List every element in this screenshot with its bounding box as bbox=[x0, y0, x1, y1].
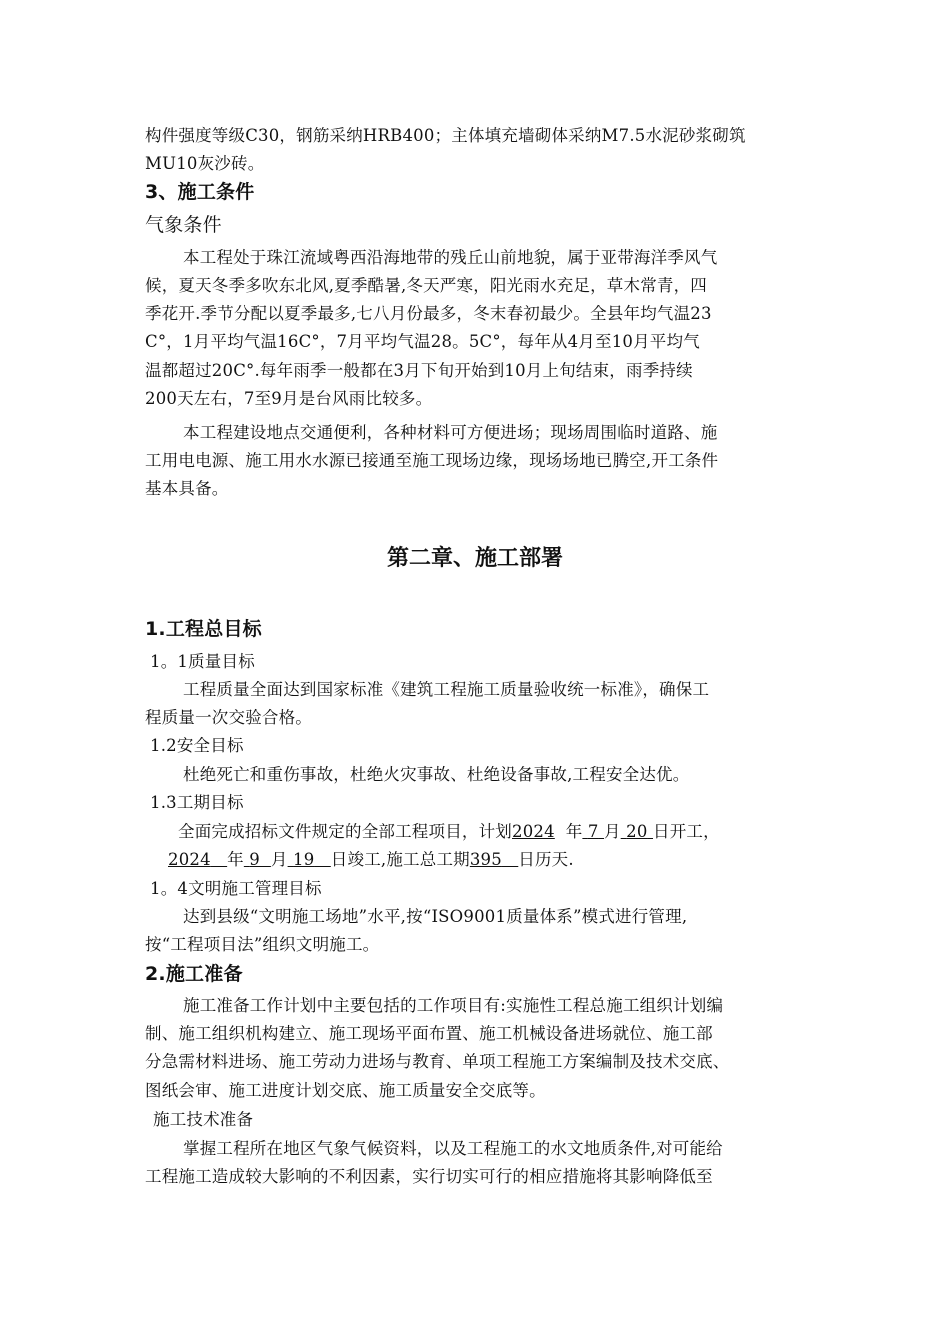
text-segment: 日竣工,施工总工期 bbox=[330, 850, 470, 869]
subsection-title: 1。4文明施工管理目标 bbox=[150, 879, 322, 898]
text-segment: 年 bbox=[565, 822, 583, 841]
text-line: 候，夏天冬季多吹东北风,夏季酷暑,冬天严寒，阳光雨水充足，草木常青，四 bbox=[145, 276, 707, 295]
total-days: 395 bbox=[469, 850, 502, 869]
subsection-title: 气象条件 bbox=[145, 214, 222, 236]
subsection-title: 1。1质量目标 bbox=[150, 652, 255, 671]
end-day: 19 bbox=[293, 850, 315, 869]
text-line: 程质量一次交验合格。 bbox=[145, 708, 312, 727]
text-segment: 日开工， bbox=[653, 822, 720, 841]
text-line: C°，1月平均气温16C°，7月平均气温28。5C°，每年从4月至10月平均气 bbox=[145, 332, 700, 351]
text-segment: 日历天. bbox=[518, 850, 574, 869]
subsection-title: 施工技术准备 bbox=[153, 1110, 254, 1129]
section-heading: 2.施工准备 bbox=[145, 963, 243, 985]
subsection-title: 1.2安全目标 bbox=[150, 736, 244, 755]
text-line: 200天左右，7至9月是台风雨比较多。 bbox=[145, 389, 433, 408]
text-line: 温都超过20C°.每年雨季一般都在3月下旬开始到10月上旬结束，雨季持续 bbox=[145, 361, 693, 380]
subsection-title: 1.3工期目标 bbox=[150, 793, 244, 812]
text-line: 工用电电源、施工用水水源已接通至施工现场边缘，现场场地已腾空,开工条件 bbox=[145, 451, 719, 470]
end-month: 9 bbox=[249, 850, 260, 869]
schedule-line bbox=[178, 820, 720, 844]
text-line: 制、施工组织机构建立、施工现场平面布置、施工机械设备进场就位、施工部 bbox=[145, 1024, 713, 1043]
section-heading: 3、施工条件 bbox=[145, 181, 255, 203]
chapter-title: 第二章、施工部署 bbox=[386, 546, 563, 571]
end-year: 2024 bbox=[168, 850, 211, 869]
text-line: 构件强度等级C30，钢筋采纳HRB400；主体填充墙砌体采纳M7.5水泥砂浆砌筑 bbox=[145, 126, 746, 145]
text-line: 本工程处于珠江流域粤西沿海地带的残丘山前地貌，属于亚带海洋季风气 bbox=[183, 248, 718, 267]
schedule-line bbox=[168, 848, 574, 872]
text-line: 季花开.季节分配以夏季最多,七八月份最多，冬末春初最少。全县年均气温23 bbox=[145, 304, 712, 323]
text-line: MU10灰沙砖。 bbox=[145, 154, 265, 173]
text-line: 施工准备工作计划中主要包括的工作项目有:实施性工程总施工组织计划编 bbox=[183, 996, 724, 1015]
text-line: 杜绝死亡和重伤事故，杜绝火灾事故、杜绝设备事故,工程安全达优。 bbox=[183, 765, 690, 784]
text-line: 图纸会审、施工进度计划交底、施工质量安全交底等。 bbox=[145, 1081, 546, 1100]
text-line: 基本具备。 bbox=[145, 479, 229, 498]
start-day: 20 bbox=[626, 822, 648, 841]
section-heading: 1.工程总目标 bbox=[145, 618, 262, 640]
text-line: 掌握工程所在地区气象气候资料，以及工程施工的水文地质条件,对可能给 bbox=[183, 1139, 723, 1158]
text-segment: 全面完成招标文件规定的全部工程项目，计划 bbox=[178, 822, 512, 841]
start-year: 2024 bbox=[512, 822, 555, 841]
text-segment: 月 bbox=[270, 850, 288, 869]
text-line: 工程施工造成较大影响的不利因素，实行切实可行的相应措施将其影响降低至 bbox=[145, 1167, 713, 1186]
text-line: 本工程建设地点交通便利，各种材料可方便进场；现场周围临时道路、施 bbox=[183, 423, 718, 442]
text-line: 按“工程项目法”组织文明施工。 bbox=[145, 935, 380, 954]
text-segment: 年 bbox=[227, 850, 244, 869]
start-month: 7 bbox=[587, 822, 599, 841]
text-line: 分急需材料进场、施工劳动力进场与教育、单项工程施工方案编制及技术交底、 bbox=[145, 1052, 730, 1071]
text-line: 达到县级“文明施工场地”水平,按“ISO9001质量体系”模式进行管理, bbox=[183, 907, 688, 926]
text-line: 工程质量全面达到国家标准《建筑工程施工质量验收统一标准》，确保工 bbox=[183, 680, 710, 699]
text-segment: 月 bbox=[604, 822, 621, 841]
